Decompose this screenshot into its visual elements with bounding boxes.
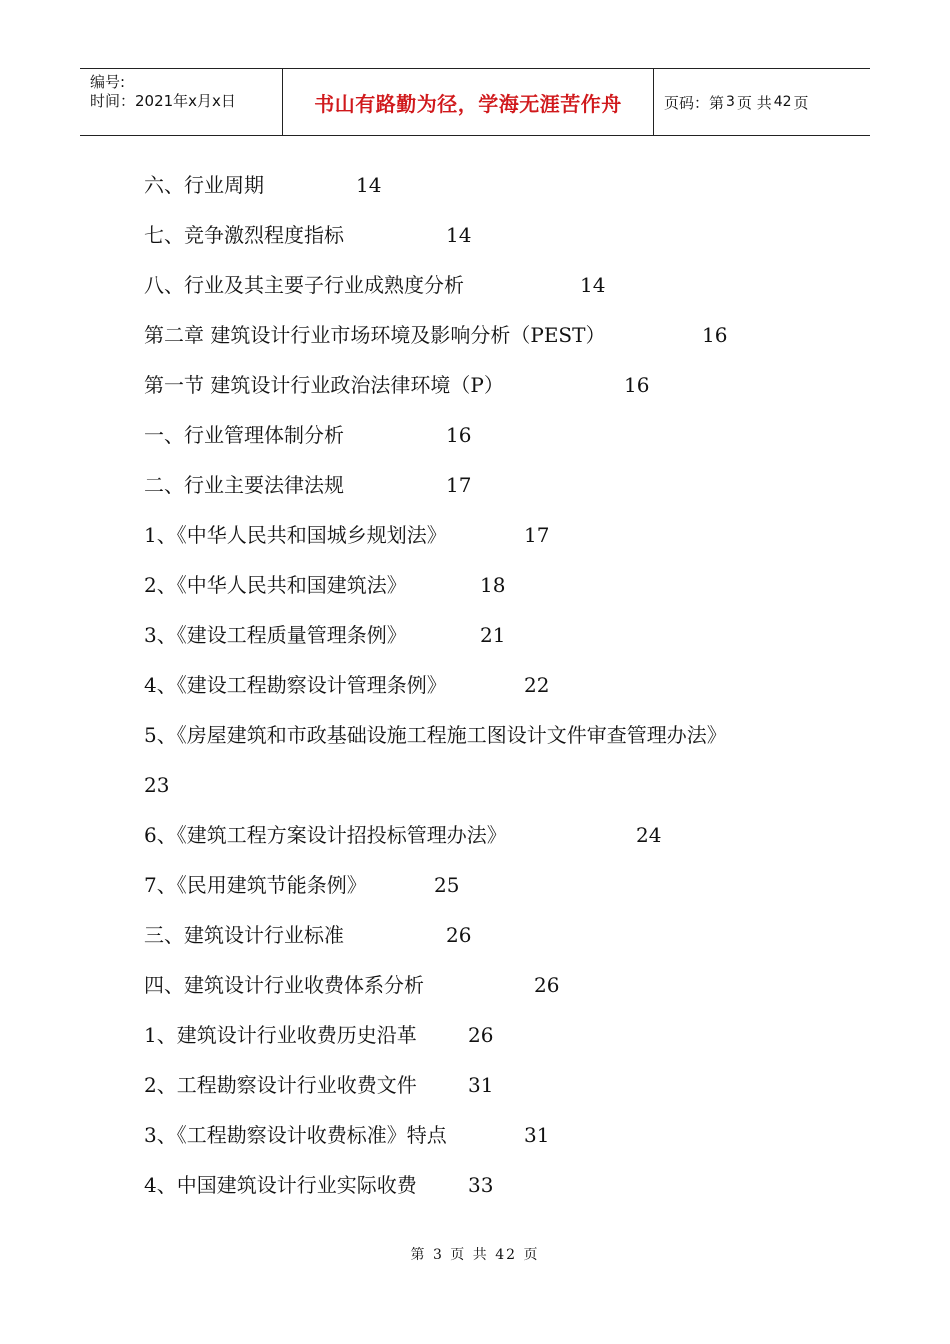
toc-entry-title: 1、建筑设计行业收费历史沿革 (144, 1023, 417, 1047)
toc-entry[interactable] (144, 1070, 494, 1100)
toc-entry-page: 16 (446, 423, 472, 447)
toc-entry-page: 14 (446, 223, 472, 247)
toc-entry-page: 14 (356, 173, 382, 197)
toc-entry-title: 6、《建筑工程方案设计招投标管理办法》 (144, 823, 507, 847)
toc-entry[interactable] (144, 220, 472, 250)
toc-entry-title: 八、行业及其主要子行业成熟度分析 (144, 273, 464, 297)
toc-entry-title: 4、《建设工程勘察设计管理条例》 (144, 673, 447, 697)
toc-entry[interactable] (144, 970, 560, 1000)
toc-entry-title: 3、《工程勘察设计收费标准》特点 (144, 1123, 447, 1147)
toc-entry[interactable] (144, 570, 506, 600)
toc-entry[interactable] (144, 270, 606, 300)
toc-entry-title: 4、中国建筑设计行业实际收费 (144, 1173, 417, 1197)
toc-entry[interactable] (144, 820, 662, 850)
toc-entry-page: 14 (580, 273, 606, 297)
header-meta (80, 69, 282, 135)
toc-entry-title: 七、竞争激烈程度指标 (144, 223, 344, 247)
toc-entry-page: 33 (468, 1173, 494, 1197)
toc-entry-title: 2、《中华人民共和国建筑法》 (144, 573, 407, 597)
toc-entry-title: 7、《民用建筑节能条例》 (144, 873, 367, 897)
toc-entry-page: 18 (480, 573, 506, 597)
toc-entry[interactable] (144, 470, 472, 500)
toc-entry-title: 一、行业管理体制分析 (144, 423, 344, 447)
toc-entry-page: 17 (524, 523, 550, 547)
page-total: 42 (773, 94, 792, 110)
toc-entry-page: 21 (480, 623, 506, 647)
page-header (80, 68, 870, 136)
toc-entry[interactable] (144, 1120, 550, 1150)
toc-entry-page: 17 (446, 473, 472, 497)
toc-entry[interactable] (144, 170, 382, 200)
page-suffix: 页 (793, 93, 809, 112)
toc-entry[interactable] (144, 1170, 494, 1200)
toc-entry-page: 22 (524, 673, 550, 697)
toc-entry-page: 26 (446, 923, 472, 947)
toc-entry-title: 2、工程勘察设计行业收费文件 (144, 1073, 417, 1097)
page-current: 3 (726, 94, 735, 110)
toc-entry[interactable] (144, 720, 727, 750)
toc-entry-page: 25 (434, 873, 460, 897)
page-prefix: 页码：第 (664, 93, 725, 112)
toc-entry-title: 5、《房屋建筑和市政基础设施工程施工图设计文件审查管理办法》 (144, 723, 727, 747)
toc-entry[interactable] (144, 370, 650, 400)
toc-entry-page: 24 (636, 823, 662, 847)
toc-entry-title: 3、《建设工程质量管理条例》 (144, 623, 407, 647)
toc-entry[interactable] (144, 920, 472, 950)
toc-entry-title: 1、《中华人民共和国城乡规划法》 (144, 523, 447, 547)
toc-entry-title: 23 (144, 773, 170, 797)
toc-entry-continuation (144, 770, 169, 800)
page-mid: 页 共 (736, 93, 772, 112)
toc-entry[interactable] (144, 520, 550, 550)
toc-entry-page: 16 (702, 323, 728, 347)
number-label: 编号: (90, 73, 126, 91)
toc-entry-title: 二、行业主要法律法规 (144, 473, 344, 497)
toc-entry[interactable] (144, 870, 460, 900)
toc-entry-page: 16 (624, 373, 650, 397)
page-footer: 第 3 页 共 42 页 (410, 1247, 540, 1263)
header-motto: 书山有路勤为径，学海无涯苦作舟 (282, 69, 654, 135)
toc-entry-page: 31 (524, 1123, 550, 1147)
toc-entry-title: 四、建筑设计行业收费体系分析 (144, 973, 424, 997)
toc-entry[interactable] (144, 1020, 494, 1050)
toc-entry-title: 第二章 建筑设计行业市场环境及影响分析（PEST） (144, 323, 606, 347)
toc-entry[interactable] (144, 320, 728, 350)
toc-entry-page: 26 (534, 973, 560, 997)
header-page-info (654, 69, 870, 135)
toc-entry-page: 31 (468, 1073, 494, 1097)
toc-entry-page: 26 (468, 1023, 494, 1047)
toc-entry-title: 第一节 建筑设计行业政治法律环境（P） (144, 373, 504, 397)
toc-entry-title: 三、建筑设计行业标准 (144, 923, 344, 947)
toc-entry[interactable] (144, 620, 506, 650)
toc-entry[interactable] (144, 420, 472, 450)
toc-entry[interactable] (144, 670, 550, 700)
time-label: 时间：2021年x月x日 (90, 92, 236, 110)
toc-entry-title: 六、行业周期 (144, 173, 264, 197)
